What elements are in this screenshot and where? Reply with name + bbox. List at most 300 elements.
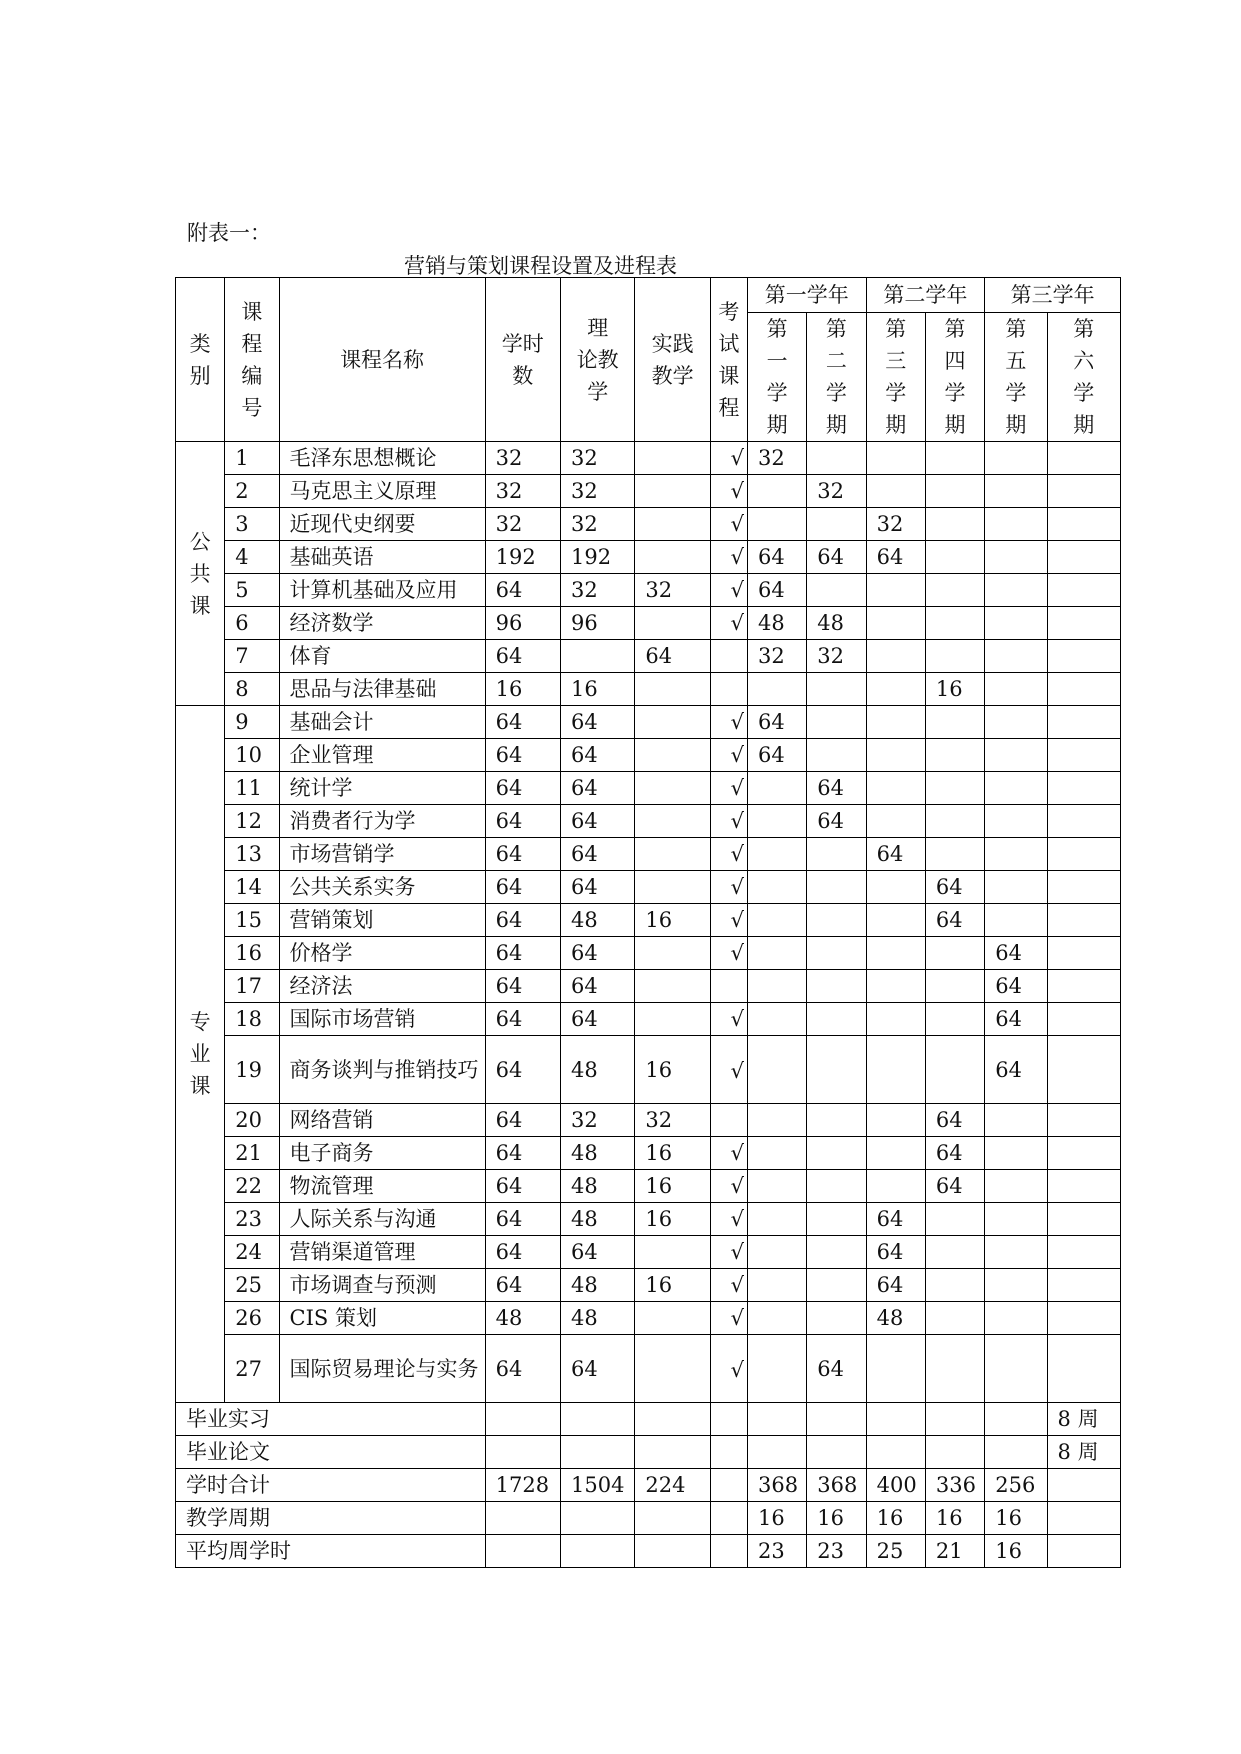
semester-6-cell — [1047, 871, 1120, 904]
course-practice-cell — [635, 541, 710, 574]
semester-4-cell — [925, 442, 984, 475]
semester-3-cell — [866, 937, 925, 970]
semester-2-cell — [807, 970, 866, 1003]
semester-2-cell — [807, 1170, 866, 1203]
semester-2-cell — [807, 1036, 866, 1104]
header-exam-course: 考试课程 — [710, 278, 747, 442]
semester-2-cell — [807, 1236, 866, 1269]
semester-4-cell — [925, 574, 984, 607]
semester-2-cell — [807, 904, 866, 937]
summary-exam-cell — [710, 1469, 747, 1502]
summary-semester-2-cell — [807, 1403, 866, 1436]
course-exam-cell: √ — [710, 871, 747, 904]
course-practice-cell: 32 — [635, 574, 710, 607]
summary-row — [176, 1535, 1121, 1568]
course-exam-cell: √ — [710, 508, 747, 541]
summary-semester-6-cell — [1047, 1469, 1120, 1502]
semester-1-cell — [747, 475, 806, 508]
semester-2-cell — [807, 739, 866, 772]
course-exam-cell: √ — [710, 1236, 747, 1269]
course-name-cell: 消费者行为学 — [279, 805, 485, 838]
course-theory-cell: 48 — [561, 1170, 635, 1203]
semester-4-cell — [925, 937, 984, 970]
semester-3-cell — [866, 970, 925, 1003]
summary-exam-cell — [710, 1535, 747, 1568]
semester-5-cell — [985, 574, 1047, 607]
semester-3-cell — [866, 1170, 925, 1203]
semester-6-cell — [1047, 1036, 1120, 1104]
course-exam-cell: √ — [710, 1003, 747, 1036]
semester-2-cell — [807, 673, 866, 706]
summary-theory-cell — [561, 1502, 635, 1535]
summary-semester-5-cell — [985, 1403, 1047, 1436]
semester-3-cell: 64 — [866, 838, 925, 871]
semester-1-cell: 32 — [747, 640, 806, 673]
course-hours-cell: 64 — [485, 904, 560, 937]
course-hours-cell: 16 — [485, 673, 560, 706]
course-practice-cell: 16 — [635, 904, 710, 937]
summary-semester-6-cell — [1047, 1535, 1120, 1568]
summary-hours-cell — [485, 1535, 560, 1568]
course-theory-cell: 96 — [561, 607, 635, 640]
table-row — [176, 508, 1121, 541]
semester-4-cell: 64 — [925, 1170, 984, 1203]
semester-6-cell — [1047, 1170, 1120, 1203]
summary-practice-cell — [635, 1403, 710, 1436]
semester-2-cell: 64 — [807, 541, 866, 574]
course-name-cell: 基础英语 — [279, 541, 485, 574]
course-code-cell: 20 — [225, 1104, 279, 1137]
semester-6-cell — [1047, 673, 1120, 706]
semester-2-cell: 32 — [807, 475, 866, 508]
semester-5-cell — [985, 1137, 1047, 1170]
header-year-3: 第三学年 — [985, 278, 1121, 313]
course-name-cell: 经济数学 — [279, 607, 485, 640]
semester-1-cell — [747, 1203, 806, 1236]
semester-2-cell — [807, 574, 866, 607]
course-practice-cell — [635, 739, 710, 772]
course-exam-cell: √ — [710, 904, 747, 937]
course-exam-cell: √ — [710, 541, 747, 574]
course-hours-cell: 32 — [485, 442, 560, 475]
table-row — [176, 1104, 1121, 1137]
table-row — [176, 805, 1121, 838]
summary-semester-1-cell: 23 — [747, 1535, 806, 1568]
course-theory-cell: 32 — [561, 1104, 635, 1137]
summary-row — [176, 1403, 1121, 1436]
course-theory-cell: 64 — [561, 1335, 635, 1403]
course-code-cell: 8 — [225, 673, 279, 706]
course-code-cell: 10 — [225, 739, 279, 772]
semester-6-cell — [1047, 706, 1120, 739]
course-theory-cell: 64 — [561, 937, 635, 970]
table-row — [176, 838, 1121, 871]
course-name-cell: 市场调查与预测 — [279, 1269, 485, 1302]
semester-1-cell — [747, 871, 806, 904]
header-year-2: 第二学年 — [866, 278, 985, 313]
semester-3-cell: 64 — [866, 1269, 925, 1302]
semester-5-cell — [985, 508, 1047, 541]
course-practice-cell — [635, 871, 710, 904]
semester-3-cell — [866, 1104, 925, 1137]
course-practice-cell — [635, 1302, 710, 1335]
semester-1-cell — [747, 937, 806, 970]
semester-1-cell — [747, 970, 806, 1003]
semester-3-cell — [866, 640, 925, 673]
summary-label-cell: 学时合计 — [176, 1469, 486, 1502]
semester-4-cell: 64 — [925, 1137, 984, 1170]
course-code-cell: 18 — [225, 1003, 279, 1036]
header-total-hours: 学时数 — [485, 278, 560, 442]
table-row — [176, 739, 1121, 772]
course-code-cell: 23 — [225, 1203, 279, 1236]
semester-3-cell — [866, 574, 925, 607]
course-hours-cell: 64 — [485, 640, 560, 673]
header-theory: 理 论教学 — [561, 278, 635, 442]
table-row — [176, 1302, 1121, 1335]
semester-1-cell — [747, 673, 806, 706]
summary-hours-cell — [485, 1436, 560, 1469]
semester-5-cell — [985, 1236, 1047, 1269]
course-code-cell: 22 — [225, 1170, 279, 1203]
table-row — [176, 1203, 1121, 1236]
course-practice-cell — [635, 772, 710, 805]
semester-6-cell — [1047, 442, 1120, 475]
semester-2-cell: 48 — [807, 607, 866, 640]
course-code-cell: 15 — [225, 904, 279, 937]
semester-3-cell: 64 — [866, 1203, 925, 1236]
course-name-cell: 公共关系实务 — [279, 871, 485, 904]
semester-4-cell — [925, 805, 984, 838]
category-major: 专业课 — [176, 706, 225, 1403]
summary-practice-cell: 224 — [635, 1469, 710, 1502]
semester-6-cell — [1047, 640, 1120, 673]
course-code-cell: 6 — [225, 607, 279, 640]
course-theory-cell: 32 — [561, 508, 635, 541]
semester-2-cell: 64 — [807, 1335, 866, 1403]
semester-3-cell — [866, 442, 925, 475]
summary-semester-3-cell — [866, 1403, 925, 1436]
semester-3-cell — [866, 904, 925, 937]
semester-6-cell — [1047, 1302, 1120, 1335]
course-name-cell: 人际关系与沟通 — [279, 1203, 485, 1236]
summary-semester-5-cell: 16 — [985, 1502, 1047, 1535]
course-hours-cell: 64 — [485, 805, 560, 838]
semester-4-cell — [925, 1335, 984, 1403]
course-code-cell: 25 — [225, 1269, 279, 1302]
semester-3-cell — [866, 871, 925, 904]
summary-semester-2-cell: 16 — [807, 1502, 866, 1535]
course-theory-cell: 48 — [561, 1302, 635, 1335]
header-semester-2: 第二学期 — [807, 313, 866, 442]
course-exam-cell — [710, 673, 747, 706]
summary-practice-cell — [635, 1502, 710, 1535]
course-exam-cell: √ — [710, 838, 747, 871]
course-name-cell: 商务谈判与推销技巧 — [279, 1036, 485, 1104]
course-hours-cell: 64 — [485, 739, 560, 772]
course-practice-cell — [635, 442, 710, 475]
semester-4-cell — [925, 739, 984, 772]
semester-5-cell — [985, 706, 1047, 739]
course-theory-cell: 16 — [561, 673, 635, 706]
course-hours-cell: 192 — [485, 541, 560, 574]
course-practice-cell: 16 — [635, 1170, 710, 1203]
semester-1-cell — [747, 838, 806, 871]
category-public: 公共课 — [176, 442, 225, 706]
course-exam-cell: √ — [710, 1036, 747, 1104]
table-row — [176, 442, 1121, 475]
semester-3-cell — [866, 739, 925, 772]
semester-2-cell — [807, 1104, 866, 1137]
course-name-cell: 体育 — [279, 640, 485, 673]
course-name-cell: 计算机基础及应用 — [279, 574, 485, 607]
semester-6-cell — [1047, 1335, 1120, 1403]
semester-3-cell: 64 — [866, 541, 925, 574]
course-exam-cell: √ — [710, 574, 747, 607]
course-hours-cell: 64 — [485, 970, 560, 1003]
semester-1-cell: 64 — [747, 739, 806, 772]
semester-4-cell: 64 — [925, 871, 984, 904]
semester-2-cell — [807, 508, 866, 541]
summary-practice-cell — [635, 1535, 710, 1568]
semester-2-cell: 64 — [807, 805, 866, 838]
course-practice-cell — [635, 1335, 710, 1403]
semester-4-cell — [925, 1302, 984, 1335]
course-theory-cell: 64 — [561, 1236, 635, 1269]
summary-exam-cell — [710, 1502, 747, 1535]
header-semester-3: 第三学期 — [866, 313, 925, 442]
course-code-cell: 17 — [225, 970, 279, 1003]
course-name-cell: 营销渠道管理 — [279, 1236, 485, 1269]
course-exam-cell: √ — [710, 1302, 747, 1335]
semester-5-cell — [985, 1170, 1047, 1203]
table-row — [176, 1236, 1121, 1269]
course-exam-cell — [710, 640, 747, 673]
semester-2-cell: 64 — [807, 772, 866, 805]
course-exam-cell: √ — [710, 607, 747, 640]
semester-5-cell: 64 — [985, 1036, 1047, 1104]
semester-5-cell: 64 — [985, 937, 1047, 970]
semester-3-cell: 64 — [866, 1236, 925, 1269]
semester-5-cell — [985, 1269, 1047, 1302]
semester-5-cell — [985, 1335, 1047, 1403]
course-theory-cell: 64 — [561, 706, 635, 739]
course-practice-cell: 16 — [635, 1036, 710, 1104]
header-semester-6: 第六学期 — [1047, 313, 1120, 442]
semester-1-cell: 64 — [747, 706, 806, 739]
table-row — [176, 706, 1121, 739]
semester-1-cell: 32 — [747, 442, 806, 475]
table-row — [176, 1269, 1121, 1302]
course-name-cell: 企业管理 — [279, 739, 485, 772]
semester-1-cell — [747, 1036, 806, 1104]
course-hours-cell: 64 — [485, 1003, 560, 1036]
summary-semester-3-cell — [866, 1436, 925, 1469]
course-theory-cell: 64 — [561, 1003, 635, 1036]
summary-practice-cell — [635, 1436, 710, 1469]
course-code-cell: 3 — [225, 508, 279, 541]
summary-semester-5-cell — [985, 1436, 1047, 1469]
course-code-cell: 19 — [225, 1036, 279, 1104]
summary-row — [176, 1436, 1121, 1469]
semester-1-cell — [747, 508, 806, 541]
semester-2-cell — [807, 1302, 866, 1335]
summary-semester-4-cell: 21 — [925, 1535, 984, 1568]
semester-1-cell — [747, 1236, 806, 1269]
course-name-cell: 电子商务 — [279, 1137, 485, 1170]
semester-3-cell — [866, 1003, 925, 1036]
course-exam-cell: √ — [710, 1335, 747, 1403]
summary-semester-1-cell — [747, 1403, 806, 1436]
semester-1-cell: 48 — [747, 607, 806, 640]
course-exam-cell: √ — [710, 772, 747, 805]
semester-1-cell — [747, 1137, 806, 1170]
semester-6-cell — [1047, 1104, 1120, 1137]
semester-5-cell — [985, 1302, 1047, 1335]
summary-label-cell: 教学周期 — [176, 1502, 486, 1535]
course-exam-cell: √ — [710, 475, 747, 508]
semester-5-cell — [985, 475, 1047, 508]
course-hours-cell: 64 — [485, 772, 560, 805]
table-row — [176, 904, 1121, 937]
course-code-cell: 21 — [225, 1137, 279, 1170]
semester-6-cell — [1047, 541, 1120, 574]
table-caption-prefix: 附表一： — [187, 221, 271, 245]
semester-1-cell — [747, 1170, 806, 1203]
semester-4-cell: 64 — [925, 1104, 984, 1137]
table-row — [176, 937, 1121, 970]
course-theory-cell: 48 — [561, 904, 635, 937]
semester-3-cell — [866, 1036, 925, 1104]
course-exam-cell — [710, 1104, 747, 1137]
header-semester-4: 第四学期 — [925, 313, 984, 442]
course-practice-cell — [635, 607, 710, 640]
semester-4-cell: 16 — [925, 673, 984, 706]
semester-4-cell — [925, 1236, 984, 1269]
course-code-cell: 16 — [225, 937, 279, 970]
summary-label-cell: 毕业实习 — [176, 1403, 486, 1436]
course-name-cell: 市场营销学 — [279, 838, 485, 871]
course-practice-cell — [635, 805, 710, 838]
summary-theory-cell — [561, 1436, 635, 1469]
semester-4-cell — [925, 706, 984, 739]
semester-4-cell — [925, 475, 984, 508]
semester-6-cell — [1047, 508, 1120, 541]
summary-semester-4-cell: 16 — [925, 1502, 984, 1535]
semester-6-cell — [1047, 970, 1120, 1003]
course-theory-cell: 64 — [561, 805, 635, 838]
summary-semester-6-cell — [1047, 1502, 1120, 1535]
semester-4-cell — [925, 772, 984, 805]
course-hours-cell: 32 — [485, 475, 560, 508]
course-theory-cell: 64 — [561, 772, 635, 805]
semester-6-cell — [1047, 1269, 1120, 1302]
course-practice-cell: 16 — [635, 1203, 710, 1236]
course-hours-cell: 96 — [485, 607, 560, 640]
semester-5-cell — [985, 805, 1047, 838]
semester-5-cell — [985, 640, 1047, 673]
course-hours-cell: 64 — [485, 871, 560, 904]
course-code-cell: 13 — [225, 838, 279, 871]
course-code-cell: 27 — [225, 1335, 279, 1403]
semester-4-cell — [925, 541, 984, 574]
course-theory-cell: 192 — [561, 541, 635, 574]
summary-exam-cell — [710, 1403, 747, 1436]
course-name-cell: 思品与法律基础 — [279, 673, 485, 706]
course-name-cell: CIS 策划 — [279, 1302, 485, 1335]
summary-semester-6-cell: 8 周 — [1047, 1436, 1120, 1469]
semester-3-cell — [866, 475, 925, 508]
course-hours-cell: 48 — [485, 1302, 560, 1335]
course-exam-cell: √ — [710, 442, 747, 475]
table-row — [176, 574, 1121, 607]
course-code-cell: 24 — [225, 1236, 279, 1269]
course-code-cell: 7 — [225, 640, 279, 673]
table-row — [176, 1003, 1121, 1036]
course-theory-cell: 64 — [561, 970, 635, 1003]
semester-5-cell — [985, 607, 1047, 640]
course-practice-cell — [635, 508, 710, 541]
semester-1-cell — [747, 772, 806, 805]
summary-semester-5-cell: 16 — [985, 1535, 1047, 1568]
semester-6-cell — [1047, 805, 1120, 838]
header-category: 类别 — [176, 278, 225, 442]
course-code-cell: 5 — [225, 574, 279, 607]
header-row — [176, 278, 1121, 313]
course-practice-cell: 16 — [635, 1137, 710, 1170]
semester-3-cell — [866, 607, 925, 640]
semester-2-cell — [807, 871, 866, 904]
course-name-cell: 网络营销 — [279, 1104, 485, 1137]
course-theory-cell: 48 — [561, 1137, 635, 1170]
semester-1-cell — [747, 1269, 806, 1302]
course-theory-cell: 48 — [561, 1036, 635, 1104]
semester-4-cell — [925, 1269, 984, 1302]
course-theory-cell — [561, 640, 635, 673]
semester-3-cell — [866, 1137, 925, 1170]
course-code-cell: 11 — [225, 772, 279, 805]
course-name-cell: 马克思主义原理 — [279, 475, 485, 508]
course-practice-cell — [635, 673, 710, 706]
summary-semester-1-cell: 368 — [747, 1469, 806, 1502]
summary-semester-2-cell — [807, 1436, 866, 1469]
semester-3-cell: 32 — [866, 508, 925, 541]
semester-4-cell — [925, 1203, 984, 1236]
table-row — [176, 607, 1121, 640]
semester-1-cell — [747, 1104, 806, 1137]
semester-6-cell — [1047, 1236, 1120, 1269]
semester-4-cell — [925, 508, 984, 541]
semester-4-cell — [925, 970, 984, 1003]
course-hours-cell: 64 — [485, 1170, 560, 1203]
table-row — [176, 1036, 1121, 1104]
semester-1-cell — [747, 1302, 806, 1335]
semester-1-cell — [747, 1335, 806, 1403]
course-theory-cell: 64 — [561, 838, 635, 871]
semester-2-cell — [807, 937, 866, 970]
semester-5-cell — [985, 673, 1047, 706]
summary-semester-4-cell: 336 — [925, 1469, 984, 1502]
semester-6-cell — [1047, 1137, 1120, 1170]
summary-semester-1-cell — [747, 1436, 806, 1469]
course-name-cell: 统计学 — [279, 772, 485, 805]
table-row — [176, 640, 1121, 673]
semester-6-cell — [1047, 1203, 1120, 1236]
semester-6-cell — [1047, 607, 1120, 640]
course-practice-cell — [635, 706, 710, 739]
semester-5-cell — [985, 442, 1047, 475]
course-code-cell: 26 — [225, 1302, 279, 1335]
